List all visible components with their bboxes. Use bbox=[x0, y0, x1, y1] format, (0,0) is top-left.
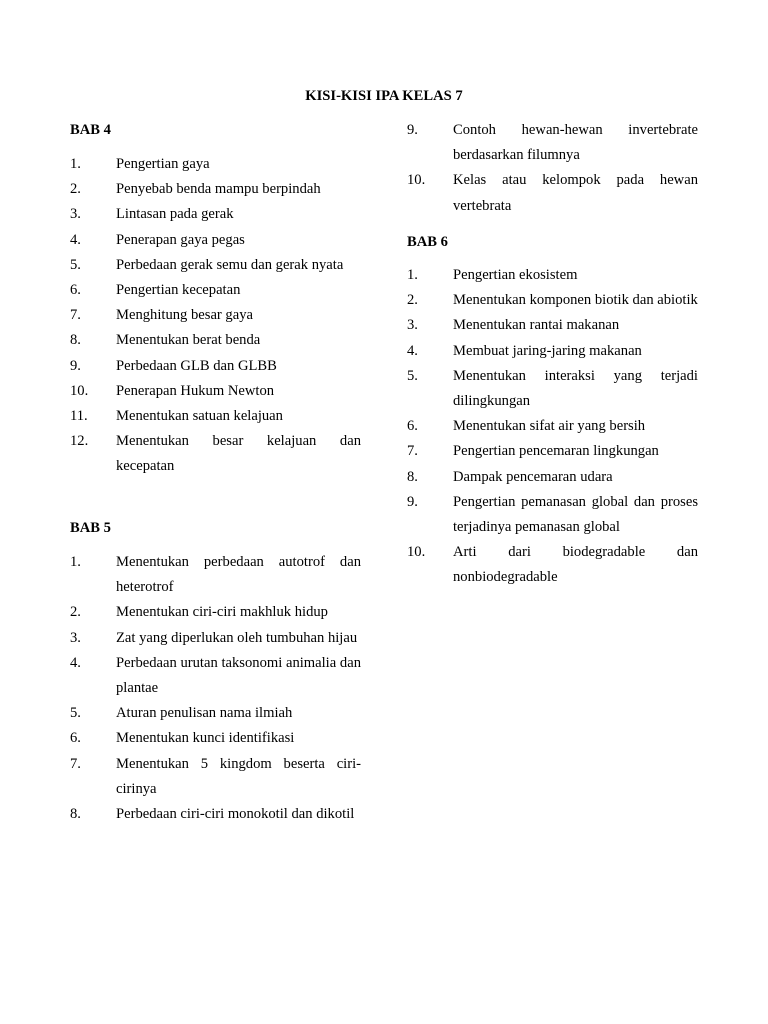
list-item-number: 3. bbox=[70, 206, 81, 223]
list-item bbox=[70, 328, 361, 353]
list-item-text: Pengertian ekosistem bbox=[453, 267, 578, 283]
list-item-number: 7. bbox=[70, 755, 81, 772]
section-heading-bab5: BAB 5 bbox=[70, 520, 111, 536]
list-item-number: 4. bbox=[407, 342, 418, 359]
list-item-number: 9. bbox=[70, 357, 81, 374]
list-item-number: 4. bbox=[70, 654, 81, 671]
bab5-list-part1 bbox=[70, 550, 361, 827]
list-item-text: Contoh hewan-hewan invertebrate berdasarkan filumnya bbox=[453, 122, 698, 164]
list-item-text: Pengertian pencemaran lingkungan bbox=[453, 443, 659, 460]
list-item-number: 8. bbox=[70, 806, 81, 823]
list-item bbox=[407, 168, 698, 218]
list-item-text: Menentukan besar kelajuan dan kecepatan bbox=[116, 433, 361, 475]
list-item-number: 6. bbox=[70, 730, 81, 747]
list-item bbox=[407, 414, 698, 439]
list-item-number: 5. bbox=[407, 367, 418, 384]
list-item bbox=[70, 177, 361, 202]
section-heading-bab4: BAB 4 bbox=[70, 122, 111, 138]
list-item-text: Zat yang diperlukan oleh tumbuhan hijau bbox=[116, 629, 358, 646]
list-item bbox=[70, 726, 361, 751]
list-item-number: 1. bbox=[70, 156, 81, 172]
list-item-text: Aturan penulisan nama ilmiah bbox=[116, 705, 293, 722]
list-item bbox=[70, 404, 361, 429]
list-item-number: 3. bbox=[407, 317, 418, 334]
list-item bbox=[407, 118, 698, 168]
list-item-text: Membuat jaring-jaring makanan bbox=[453, 342, 642, 359]
list-item-text: Menghitung besar gaya bbox=[116, 307, 253, 324]
list-item-text: Penyebab benda mampu berpindah bbox=[116, 181, 321, 198]
list-item-text: Kelas atau kelompok pada hewan vertebrata bbox=[453, 172, 698, 214]
list-item-number: 2. bbox=[70, 604, 81, 621]
list-item bbox=[70, 429, 361, 479]
bab5-list-part2 bbox=[407, 118, 698, 219]
page-title: KISI-KISI IPA KELAS 7 bbox=[305, 88, 463, 104]
list-item-number: 7. bbox=[407, 443, 418, 460]
list-item-text: Menentukan kunci identifikasi bbox=[116, 730, 295, 747]
list-item-number: 1. bbox=[70, 554, 81, 570]
list-item-number: 1. bbox=[407, 267, 418, 283]
list-item-text: Menentukan interaksi yang terjadi dilingkungan bbox=[453, 367, 698, 410]
list-item-text: Menentukan perbedaan autotrof dan heterotrof bbox=[116, 554, 361, 596]
bab4-list bbox=[70, 152, 361, 480]
list-item-number: 5. bbox=[70, 256, 81, 273]
list-item-text: Lintasan pada gerak bbox=[116, 206, 234, 223]
list-item bbox=[70, 802, 361, 827]
list-item-number: 6. bbox=[70, 282, 81, 299]
list-item bbox=[70, 253, 361, 278]
list-item-text: Pengertian pemanasan global dan proses terjadinya pemanasan global bbox=[453, 493, 698, 536]
list-item-number: 2. bbox=[70, 181, 81, 198]
list-item bbox=[70, 228, 361, 253]
list-item-text: Perbedaan GLB dan GLBB bbox=[116, 357, 277, 374]
list-item bbox=[70, 600, 361, 625]
list-item-number: 9. bbox=[407, 493, 418, 510]
list-item bbox=[70, 752, 361, 802]
list-item bbox=[407, 490, 698, 540]
list-item-text: Penerapan gaya pegas bbox=[116, 231, 245, 248]
list-item bbox=[70, 379, 361, 404]
list-item bbox=[407, 288, 698, 313]
list-item-number: 5. bbox=[70, 705, 81, 722]
list-item bbox=[70, 701, 361, 726]
list-item-number: 10. bbox=[407, 544, 426, 561]
list-item-text: Menentukan sifat air yang bersih bbox=[453, 418, 646, 435]
list-item bbox=[70, 202, 361, 227]
list-item-text: Menentukan komponen biotik dan abiotik bbox=[453, 292, 698, 309]
list-item-text: Pengertian gaya bbox=[116, 156, 210, 172]
list-item-number: 2. bbox=[407, 292, 418, 309]
list-item bbox=[70, 550, 361, 600]
list-item-number: 4. bbox=[70, 231, 81, 248]
list-item-number: 7. bbox=[70, 307, 81, 324]
list-item-text: Perbedaan urutan taksonomi animalia dan plantae bbox=[116, 654, 361, 697]
list-item-number: 10. bbox=[70, 382, 89, 399]
list-item bbox=[407, 313, 698, 338]
list-item bbox=[407, 364, 698, 414]
list-item-text: Perbedaan gerak semu dan gerak nyata bbox=[116, 256, 344, 273]
list-item-text: Arti dari biodegradable dan nonbiodegradable bbox=[453, 544, 698, 586]
list-item bbox=[407, 540, 698, 590]
list-item-text: Menentukan rantai makanan bbox=[453, 317, 620, 334]
list-item-text: Menentukan berat benda bbox=[116, 332, 261, 349]
list-item-text: Dampak pencemaran udara bbox=[453, 468, 613, 485]
list-item-number: 6. bbox=[407, 418, 418, 435]
list-item-number: 12. bbox=[70, 433, 89, 450]
bab6-list bbox=[407, 263, 698, 591]
list-item-text: Penerapan Hukum Newton bbox=[116, 382, 275, 399]
list-item bbox=[407, 465, 698, 490]
section-heading-bab6: BAB 6 bbox=[407, 234, 448, 250]
list-item bbox=[70, 354, 361, 379]
list-item bbox=[407, 439, 698, 464]
list-item bbox=[407, 263, 698, 288]
list-item-text: Menentukan ciri-ciri makhluk hidup bbox=[116, 604, 328, 621]
list-item bbox=[407, 339, 698, 364]
list-item-number: 8. bbox=[70, 332, 81, 349]
list-item-text: Menentukan 5 kingdom beserta ciri-cirinya bbox=[116, 755, 361, 797]
list-item-text: Menentukan satuan kelajuan bbox=[116, 408, 283, 425]
list-item-number: 11. bbox=[70, 408, 88, 425]
list-item bbox=[70, 278, 361, 303]
list-item-number: 10. bbox=[407, 172, 426, 189]
list-item bbox=[70, 651, 361, 701]
list-item-number: 3. bbox=[70, 629, 81, 646]
list-item bbox=[70, 626, 361, 651]
list-item-text: Perbedaan ciri-ciri monokotil dan dikotil bbox=[116, 806, 355, 823]
list-item bbox=[70, 303, 361, 328]
list-item-number: 8. bbox=[407, 468, 418, 485]
list-item-text: Pengertian kecepatan bbox=[116, 282, 241, 299]
list-item-number: 9. bbox=[407, 122, 418, 138]
list-item bbox=[70, 152, 361, 177]
